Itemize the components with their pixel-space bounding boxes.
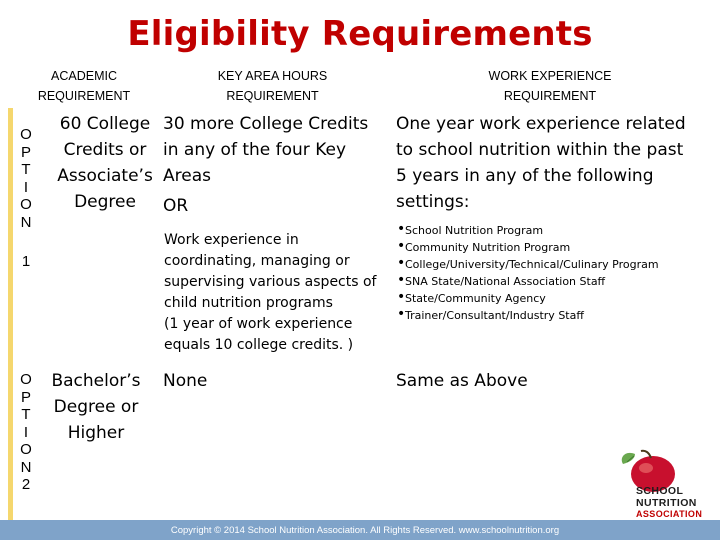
option2-work: Same as Above <box>396 371 528 391</box>
list-item: • Trainer/Consultant/Industry Staff <box>397 307 717 324</box>
list-item: • College/University/Technical/Culinary Program <box>397 256 717 273</box>
header-academic: ACADEMIC REQUIREMENT <box>37 69 131 103</box>
option1-label: O P T I O N 1 <box>20 126 32 270</box>
list-item: • SNA State/National Association Staff <box>397 273 717 290</box>
page-title: Eligibility Requirements <box>127 14 593 54</box>
option1-work-settings <box>397 222 717 324</box>
list-item: • School Nutrition Program <box>397 222 717 239</box>
option1-key-area: 30 more College Credits in any of the four Key Areas OR <box>163 114 369 216</box>
option1-key-area-note: Work experience in coordinating, managing or supervising various aspects of child nutrition programs (1 year of work experience equals 10 college credits. ) <box>164 232 377 353</box>
option2-label: O P T I O N 2 <box>20 371 32 493</box>
logo-text: SCHOOL NUTRITION ASSOCIATION <box>636 485 703 519</box>
option2-academic: Bachelor’s Degree or Higher <box>51 371 141 443</box>
header-key-area: KEY AREA HOURS REQUIREMENT <box>217 69 328 103</box>
list-item: • Community Nutrition Program <box>397 239 717 256</box>
header-work: WORK EXPERIENCE REQUIREMENT <box>488 69 612 103</box>
list-item: • State/Community Agency <box>397 290 717 307</box>
option2-key-area: None <box>163 371 208 391</box>
footer-copyright: Copyright © 2014 School Nutrition Association. All Rights Reserved. www.schoolnutrition.org <box>170 525 560 536</box>
option-strip <box>8 108 13 520</box>
option1-academic: 60 College Credits or Associate’s Degree <box>57 114 153 212</box>
option1-work: One year work experience related to school nutrition within the past 5 years in any of the following settings: <box>396 114 686 212</box>
